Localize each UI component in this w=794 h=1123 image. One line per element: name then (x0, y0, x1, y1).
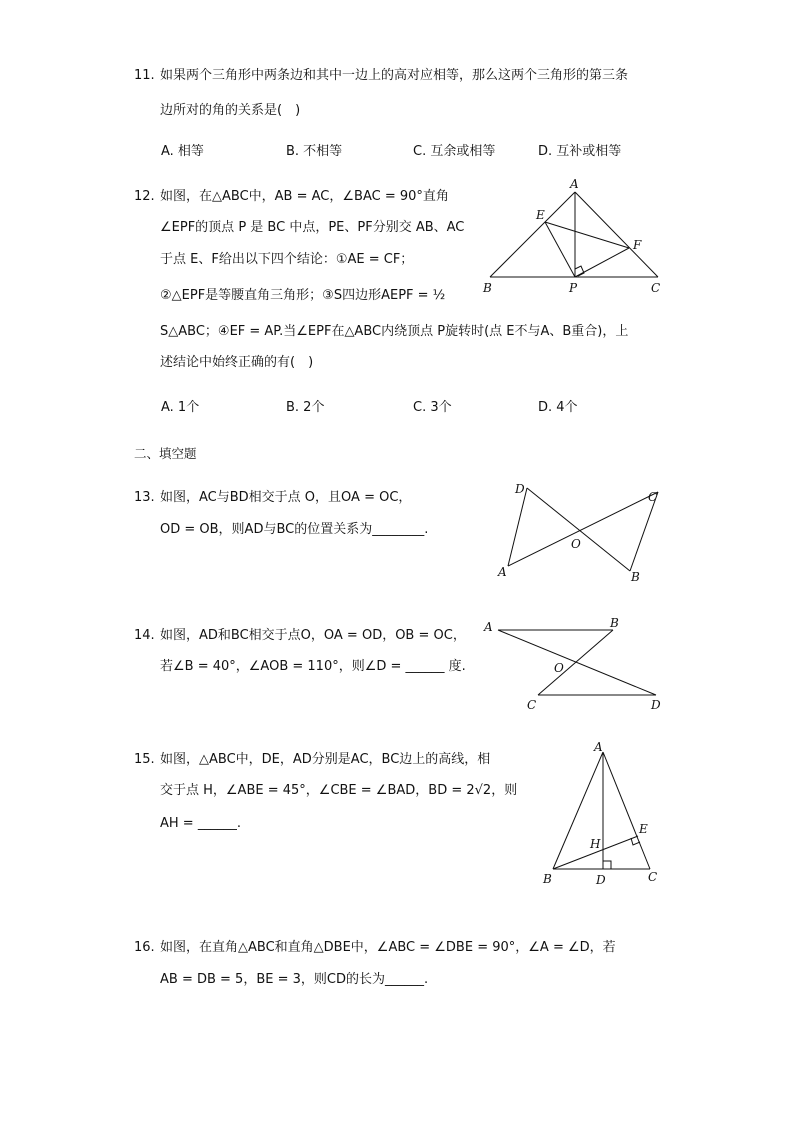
option-d[interactable]: D. 互补或相等 (538, 144, 622, 159)
section-title: 二、填空题 (134, 446, 197, 461)
segment-pf (575, 248, 629, 277)
question-number: 12. (134, 189, 155, 204)
option-a[interactable]: A. 相等 (161, 144, 204, 159)
question-text-line: 交于点 H，∠ABE = 45°，∠CBE = ∠BAD，BD = 2√2，则 (160, 783, 518, 798)
label-h: H (590, 837, 601, 851)
label-a: A (594, 740, 603, 754)
question-text-line: AB = DB = 5，BE = 3，则CD的长为______. (160, 972, 429, 987)
question-text-line: OD = OB，则AD与BC的位置关系为________. (160, 522, 429, 537)
question-text-line: 边所对的角的关系是( ) (160, 103, 301, 118)
figure-q13 (490, 478, 675, 588)
label-c: C (527, 698, 537, 712)
label-b: B (631, 570, 640, 584)
option-d[interactable]: D. 4个 (538, 400, 578, 415)
segment-ab (490, 192, 575, 277)
question-text-line: 如图，在△ABC中，AB = AC，∠BAC = 90°直角 (160, 189, 449, 204)
question-text-line: 如图，AD和BC相交于点O，OA = OD，OB = OC， (160, 628, 466, 643)
option-a[interactable]: A. 1个 (161, 400, 200, 415)
label-c: C (648, 490, 658, 504)
label-d: D (651, 698, 661, 712)
question-text-line: AH = ______. (160, 816, 241, 831)
label-a: A (498, 565, 507, 579)
question-text-line: S△ABC；④EF = AP.当∠EPF在△ABC内绕顶点 P旋转时(点 E不与A、B重合)，上 (160, 324, 629, 339)
question-number: 14. (134, 628, 155, 643)
question-number: 15. (134, 752, 155, 767)
question-text-line: 如果两个三角形中两条边和其中一边上的高对应相等，那么这两个三角形的第三条 (160, 68, 629, 83)
segment-da (508, 488, 527, 566)
question-text-line: 如图，AC与BD相交于点 O，且OA = OC， (160, 490, 412, 505)
label-a: A (570, 177, 579, 191)
option-b[interactable]: B. 2个 (286, 400, 325, 415)
label-b: B (610, 616, 619, 630)
question-text-line: ∠EPF的顶点 P 是 BC 中点，PE、PF分别交 AB、AC (160, 220, 465, 235)
segment-ab (553, 752, 603, 869)
figure-q12 (480, 175, 670, 300)
label-o: O (571, 537, 581, 551)
label-f: F (633, 238, 642, 252)
question-text-line: 如图，△ABC中，DE，AD分别是AC，BC边上的高线，相 (160, 752, 491, 767)
segment-ac (575, 192, 658, 277)
figure-q15 (535, 735, 670, 890)
figure-q14 (478, 612, 678, 717)
label-e: E (639, 822, 648, 836)
label-d: D (596, 873, 606, 887)
segment-bc (538, 630, 613, 695)
question-text-line: 述结论中始终正确的有( ) (160, 355, 314, 370)
question-number: 13. (134, 490, 155, 505)
question-text-line: 于点 E、F给出以下四个结论：①AE = CF； (160, 252, 414, 267)
label-e: E (536, 208, 545, 222)
option-b[interactable]: B. 不相等 (286, 144, 343, 159)
right-angle-mark-d (603, 861, 611, 869)
label-c: C (648, 870, 658, 884)
segment-ac (603, 752, 650, 869)
segment-ad (498, 630, 656, 695)
label-o: O (554, 661, 564, 675)
label-p: P (569, 281, 578, 295)
question-number: 11. (134, 68, 155, 83)
question-text-line: 若∠B = 40°，∠AOB = 110°，则∠D = ______ 度. (160, 659, 466, 674)
question-text-line: 如图，在直角△ABC和直角△DBE中，∠ABC = ∠DBE = 90°，∠A = ∠D，若 (160, 940, 616, 955)
option-c[interactable]: C. 互余或相等 (413, 144, 496, 159)
label-d: D (515, 482, 525, 496)
question-number: 16. (134, 940, 155, 955)
label-a: A (484, 620, 493, 634)
label-b: B (483, 281, 492, 295)
label-b: B (543, 872, 552, 886)
label-c: C (651, 281, 661, 295)
segment-db (527, 488, 630, 571)
question-text-line: ②△EPF是等腰直角三角形；③S四边形AEPF = ½ (160, 288, 446, 303)
option-c[interactable]: C. 3个 (413, 400, 452, 415)
